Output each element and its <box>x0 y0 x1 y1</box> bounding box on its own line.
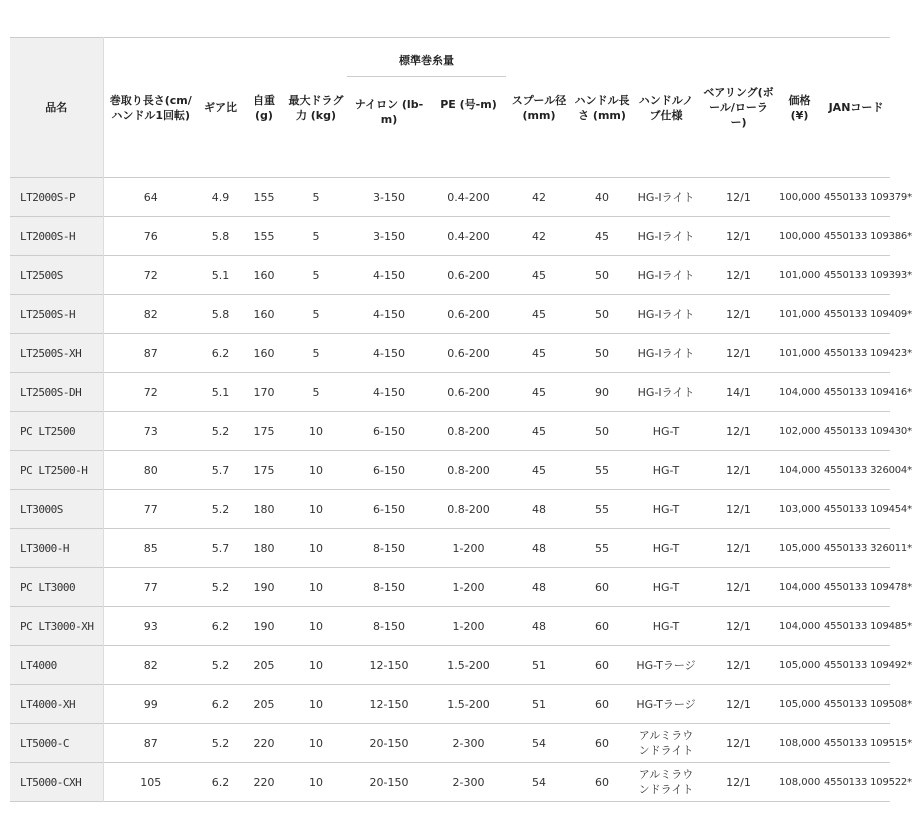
winding-cell: 87 <box>143 736 158 750</box>
price-cell: 100,000 <box>779 191 821 203</box>
max-drag-cell: 5 <box>312 346 320 360</box>
gear-ratio-cell: 4.9 <box>211 190 230 204</box>
weight-cell: 180 <box>253 541 275 555</box>
bearing-cell: 12/1 <box>726 697 751 711</box>
spec-table-container <box>10 37 912 802</box>
knob-spec-cell: HG-Tラージ <box>636 658 696 672</box>
nylon-capacity-cell: 8-150 <box>373 580 405 594</box>
table-row <box>10 724 890 763</box>
gear-ratio-cell: 5.8 <box>211 229 230 243</box>
knob-spec-cell: HG-T <box>652 502 680 516</box>
handle-length-cell: 50 <box>595 424 609 438</box>
nylon-capacity-cell: 12-150 <box>369 697 409 711</box>
gear-ratio-cell: 5.2 <box>211 658 230 672</box>
jan-code-cell: 4550133 326004* <box>824 464 912 476</box>
max-drag-cell: 5 <box>312 385 320 399</box>
max-drag-cell: 10 <box>309 541 323 555</box>
price-cell: 103,000 <box>779 503 821 515</box>
knob-spec-cell: HG-Iライト <box>637 385 695 399</box>
spool-diameter-cell: 45 <box>532 385 546 399</box>
weight-cell: 180 <box>253 502 275 516</box>
max-drag-cell: 10 <box>309 580 323 594</box>
gear-ratio-cell: 5.7 <box>211 463 230 477</box>
spool-diameter-cell: 54 <box>532 775 546 789</box>
nylon-capacity-cell: 20-150 <box>369 775 409 789</box>
weight-cell: 220 <box>253 775 275 789</box>
max-drag-cell: 5 <box>312 268 320 282</box>
row-name: LT2500S-XH <box>10 334 103 373</box>
header-gear: ギア比 <box>204 101 237 114</box>
handle-length-cell: 60 <box>595 775 609 789</box>
pe-capacity-cell: 1-200 <box>452 619 485 633</box>
winding-cell: 99 <box>143 697 158 711</box>
price-cell: 104,000 <box>779 620 821 632</box>
pe-capacity-cell: 0.6-200 <box>447 385 490 399</box>
bearing-cell: 14/1 <box>726 385 751 399</box>
gear-ratio-cell: 6.2 <box>211 619 230 633</box>
row-name: LT2500S-DH <box>10 373 103 412</box>
bearing-cell: 12/1 <box>726 268 751 282</box>
row-name: PC LT2500-H <box>10 451 103 490</box>
bearing-cell: 12/1 <box>726 190 751 204</box>
nylon-capacity-cell: 4-150 <box>373 385 405 399</box>
winding-cell: 72 <box>143 385 158 399</box>
header-nylon: ナイロン (lb-m) <box>354 98 424 126</box>
pe-capacity-cell: 0.8-200 <box>447 424 490 438</box>
price-cell: 101,000 <box>779 269 821 281</box>
spool-diameter-cell: 45 <box>532 268 546 282</box>
bearing-cell: 12/1 <box>726 346 751 360</box>
bearing-cell: 12/1 <box>726 307 751 321</box>
bearing-cell: 12/1 <box>726 463 751 477</box>
table-row <box>10 412 890 451</box>
winding-cell: 77 <box>143 502 158 516</box>
table-header <box>10 38 890 178</box>
pe-capacity-cell: 0.6-200 <box>447 346 490 360</box>
price-cell: 108,000 <box>779 776 821 788</box>
handle-length-cell: 55 <box>595 541 609 555</box>
header-spool: スプール径(mm) <box>511 93 567 122</box>
price-cell: 108,000 <box>779 737 821 749</box>
price-cell: 105,000 <box>779 659 821 671</box>
nylon-capacity-cell: 6-150 <box>373 502 405 516</box>
gear-ratio-cell: 6.2 <box>211 346 230 360</box>
winding-cell: 77 <box>143 580 158 594</box>
handle-length-cell: 60 <box>595 658 609 672</box>
gear-ratio-cell: 5.7 <box>211 541 230 555</box>
spool-diameter-cell: 45 <box>532 307 546 321</box>
weight-cell: 155 <box>253 190 275 204</box>
table-row <box>10 451 890 490</box>
row-name: LT5000-CXH <box>10 763 103 802</box>
row-name: PC LT2500 <box>10 412 103 451</box>
pe-capacity-cell: 2-300 <box>452 736 485 750</box>
bearing-cell: 12/1 <box>726 658 751 672</box>
winding-cell: 82 <box>143 307 158 321</box>
row-name: LT2500S-H <box>10 295 103 334</box>
weight-cell: 170 <box>253 385 275 399</box>
pe-capacity-cell: 0.6-200 <box>447 307 490 321</box>
row-name: LT3000S <box>10 490 103 529</box>
gear-ratio-cell: 5.2 <box>211 502 230 516</box>
header-winding: 巻取り長さ(cm/ハンドル1回転) <box>109 93 192 122</box>
nylon-capacity-cell: 8-150 <box>373 541 405 555</box>
knob-spec-cell: アルミラウンドライト <box>638 729 694 757</box>
header-weight: 自重(g) <box>253 93 275 122</box>
weight-cell: 205 <box>253 697 275 711</box>
nylon-capacity-cell: 3-150 <box>373 229 405 243</box>
weight-cell: 175 <box>253 463 275 477</box>
header-handle-length: ハンドル長さ (mm) <box>574 93 630 122</box>
handle-length-cell: 60 <box>595 697 609 711</box>
table-row <box>10 568 890 607</box>
handle-length-cell: 50 <box>595 307 609 321</box>
bearing-cell: 12/1 <box>726 580 751 594</box>
pe-capacity-cell: 1.5-200 <box>447 697 490 711</box>
row-name: LT5000-C <box>10 724 103 763</box>
winding-cell: 64 <box>143 190 158 204</box>
weight-cell: 160 <box>253 346 275 360</box>
row-name: PC LT3000 <box>10 568 103 607</box>
knob-spec-cell: HG-Iライト <box>637 190 695 204</box>
max-drag-cell: 10 <box>309 424 323 438</box>
gear-ratio-cell: 5.8 <box>211 307 230 321</box>
weight-cell: 175 <box>253 424 275 438</box>
table-row <box>10 529 890 568</box>
nylon-capacity-cell: 4-150 <box>373 307 405 321</box>
pe-capacity-cell: 2-300 <box>452 775 485 789</box>
nylon-capacity-cell: 6-150 <box>373 463 405 477</box>
max-drag-cell: 5 <box>312 229 320 243</box>
jan-code-cell: 4550133 109416* <box>824 386 912 398</box>
jan-code-cell: 4550133 109485* <box>824 620 912 632</box>
jan-code-cell: 4550133 109492* <box>824 659 912 671</box>
table-body <box>10 178 912 802</box>
winding-cell: 85 <box>143 541 158 555</box>
jan-code-cell: 4550133 109478* <box>824 581 912 593</box>
jan-code-cell: 4550133 109454* <box>824 503 912 515</box>
nylon-capacity-cell: 20-150 <box>369 736 409 750</box>
price-cell: 104,000 <box>779 386 821 398</box>
gear-ratio-cell: 5.1 <box>211 385 230 399</box>
row-name: LT4000 <box>10 646 103 685</box>
pe-capacity-cell: 0.6-200 <box>447 268 490 282</box>
winding-cell: 76 <box>143 229 158 243</box>
spool-diameter-cell: 42 <box>532 229 546 243</box>
jan-code-cell: 4550133 109379* <box>824 191 912 203</box>
row-name: LT2000S-P <box>10 178 103 217</box>
price-cell: 104,000 <box>779 464 821 476</box>
handle-length-cell: 60 <box>595 736 609 750</box>
header-bearing: ベアリング(ボール/ローラー) <box>703 86 774 129</box>
knob-spec-cell: アルミラウンドライト <box>638 768 694 796</box>
max-drag-cell: 5 <box>312 190 320 204</box>
spool-diameter-cell: 42 <box>532 190 546 204</box>
gear-ratio-cell: 5.2 <box>211 424 230 438</box>
table-row <box>10 763 890 802</box>
price-cell: 105,000 <box>779 542 821 554</box>
knob-spec-cell: HG-T <box>652 619 680 633</box>
row-name: PC LT3000-XH <box>10 607 103 646</box>
knob-spec-cell: HG-T <box>652 424 680 438</box>
pe-capacity-cell: 1.5-200 <box>447 658 490 672</box>
price-cell: 101,000 <box>779 308 821 320</box>
spool-diameter-cell: 51 <box>532 697 546 711</box>
winding-cell: 80 <box>143 463 158 477</box>
handle-length-cell: 50 <box>595 268 609 282</box>
spool-diameter-cell: 48 <box>532 541 546 555</box>
knob-spec-cell: HG-Iライト <box>637 307 695 321</box>
price-cell: 105,000 <box>779 698 821 710</box>
header-name: 品名 <box>10 38 103 178</box>
handle-length-cell: 45 <box>595 229 609 243</box>
max-drag-cell: 10 <box>309 502 323 516</box>
spool-diameter-cell: 45 <box>532 424 546 438</box>
weight-cell: 160 <box>253 268 275 282</box>
price-cell: 104,000 <box>779 581 821 593</box>
nylon-capacity-cell: 6-150 <box>373 424 405 438</box>
nylon-capacity-cell: 3-150 <box>373 190 405 204</box>
spool-diameter-cell: 45 <box>532 463 546 477</box>
jan-code-cell: 4550133 326011* <box>824 542 912 554</box>
spec-table <box>10 37 912 802</box>
header-pe: PE (号-m) <box>440 98 497 111</box>
max-drag-cell: 10 <box>309 697 323 711</box>
handle-length-cell: 55 <box>595 463 609 477</box>
table-row <box>10 256 890 295</box>
knob-spec-cell: HG-T <box>652 580 680 594</box>
max-drag-cell: 10 <box>309 775 323 789</box>
nylon-capacity-cell: 4-150 <box>373 268 405 282</box>
knob-spec-cell: HG-Iライト <box>637 229 695 243</box>
weight-cell: 155 <box>253 229 275 243</box>
handle-length-cell: 60 <box>595 619 609 633</box>
winding-cell: 87 <box>143 346 158 360</box>
bearing-cell: 12/1 <box>726 502 751 516</box>
nylon-capacity-cell: 12-150 <box>369 658 409 672</box>
weight-cell: 220 <box>253 736 275 750</box>
knob-spec-cell: HG-T <box>652 463 680 477</box>
max-drag-cell: 10 <box>309 619 323 633</box>
max-drag-cell: 5 <box>312 307 320 321</box>
row-name: LT2000S-H <box>10 217 103 256</box>
row-name: LT3000-H <box>10 529 103 568</box>
table-row <box>10 373 890 412</box>
jan-code-cell: 4550133 109409* <box>824 308 912 320</box>
knob-spec-cell: HG-T <box>652 541 680 555</box>
price-cell: 102,000 <box>779 425 821 437</box>
pe-capacity-cell: 0.8-200 <box>447 502 490 516</box>
table-row <box>10 217 890 256</box>
knob-spec-cell: HG-Tラージ <box>636 697 696 711</box>
header-knob: ハンドルノブ仕様 <box>638 93 694 122</box>
winding-cell: 93 <box>143 619 158 633</box>
winding-cell: 73 <box>143 424 158 438</box>
table-row <box>10 490 890 529</box>
spool-diameter-cell: 54 <box>532 736 546 750</box>
spool-diameter-cell: 48 <box>532 580 546 594</box>
winding-cell: 72 <box>143 268 158 282</box>
pe-capacity-cell: 0.4-200 <box>447 229 490 243</box>
spool-diameter-cell: 48 <box>532 502 546 516</box>
gear-ratio-cell: 5.2 <box>211 736 230 750</box>
handle-length-cell: 50 <box>595 346 609 360</box>
max-drag-cell: 10 <box>309 463 323 477</box>
jan-code-cell: 4550133 109423* <box>824 347 912 359</box>
jan-code-cell: 4550133 109522* <box>824 776 912 788</box>
bearing-cell: 12/1 <box>726 619 751 633</box>
jan-code-cell: 4550133 109430* <box>824 425 912 437</box>
winding-cell: 105 <box>140 775 162 789</box>
table-row <box>10 685 890 724</box>
handle-length-cell: 60 <box>595 580 609 594</box>
weight-cell: 160 <box>253 307 275 321</box>
header-line-group: 標準巻糸量 <box>347 38 506 77</box>
table-row <box>10 334 890 373</box>
winding-cell: 82 <box>143 658 158 672</box>
spool-diameter-cell: 45 <box>532 346 546 360</box>
price-cell: 100,000 <box>779 230 821 242</box>
nylon-capacity-cell: 8-150 <box>373 619 405 633</box>
handle-length-cell: 55 <box>595 502 609 516</box>
handle-length-cell: 40 <box>595 190 609 204</box>
nylon-capacity-cell: 4-150 <box>373 346 405 360</box>
bearing-cell: 12/1 <box>726 229 751 243</box>
weight-cell: 205 <box>253 658 275 672</box>
jan-code-cell: 4550133 109508* <box>824 698 912 710</box>
max-drag-cell: 10 <box>309 736 323 750</box>
gear-ratio-cell: 5.2 <box>211 580 230 594</box>
pe-capacity-cell: 0.4-200 <box>447 190 490 204</box>
table-row <box>10 295 890 334</box>
spool-diameter-cell: 51 <box>532 658 546 672</box>
jan-code-cell: 4550133 109515* <box>824 737 912 749</box>
handle-length-cell: 90 <box>595 385 609 399</box>
gear-ratio-cell: 6.2 <box>211 775 230 789</box>
max-drag-cell: 10 <box>309 658 323 672</box>
header-drag: 最大ドラグ力 (kg) <box>288 93 344 122</box>
header-price: 価格 (¥) <box>788 93 811 122</box>
pe-capacity-cell: 0.8-200 <box>447 463 490 477</box>
bearing-cell: 12/1 <box>726 736 751 750</box>
bearing-cell: 12/1 <box>726 775 751 789</box>
gear-ratio-cell: 5.1 <box>211 268 230 282</box>
table-row <box>10 178 890 217</box>
knob-spec-cell: HG-Iライト <box>637 268 695 282</box>
table-row <box>10 646 890 685</box>
bearing-cell: 12/1 <box>726 424 751 438</box>
row-name: LT4000-XH <box>10 685 103 724</box>
weight-cell: 190 <box>253 580 275 594</box>
gear-ratio-cell: 6.2 <box>211 697 230 711</box>
bearing-cell: 12/1 <box>726 541 751 555</box>
header-jan: JANコード <box>828 101 884 114</box>
row-name: LT2500S <box>10 256 103 295</box>
pe-capacity-cell: 1-200 <box>452 580 485 594</box>
table-row <box>10 607 890 646</box>
jan-code-cell: 4550133 109393* <box>824 269 912 281</box>
jan-code-cell: 4550133 109386* <box>824 230 912 242</box>
weight-cell: 190 <box>253 619 275 633</box>
pe-capacity-cell: 1-200 <box>452 541 485 555</box>
spool-diameter-cell: 48 <box>532 619 546 633</box>
price-cell: 101,000 <box>779 347 821 359</box>
knob-spec-cell: HG-Iライト <box>637 346 695 360</box>
